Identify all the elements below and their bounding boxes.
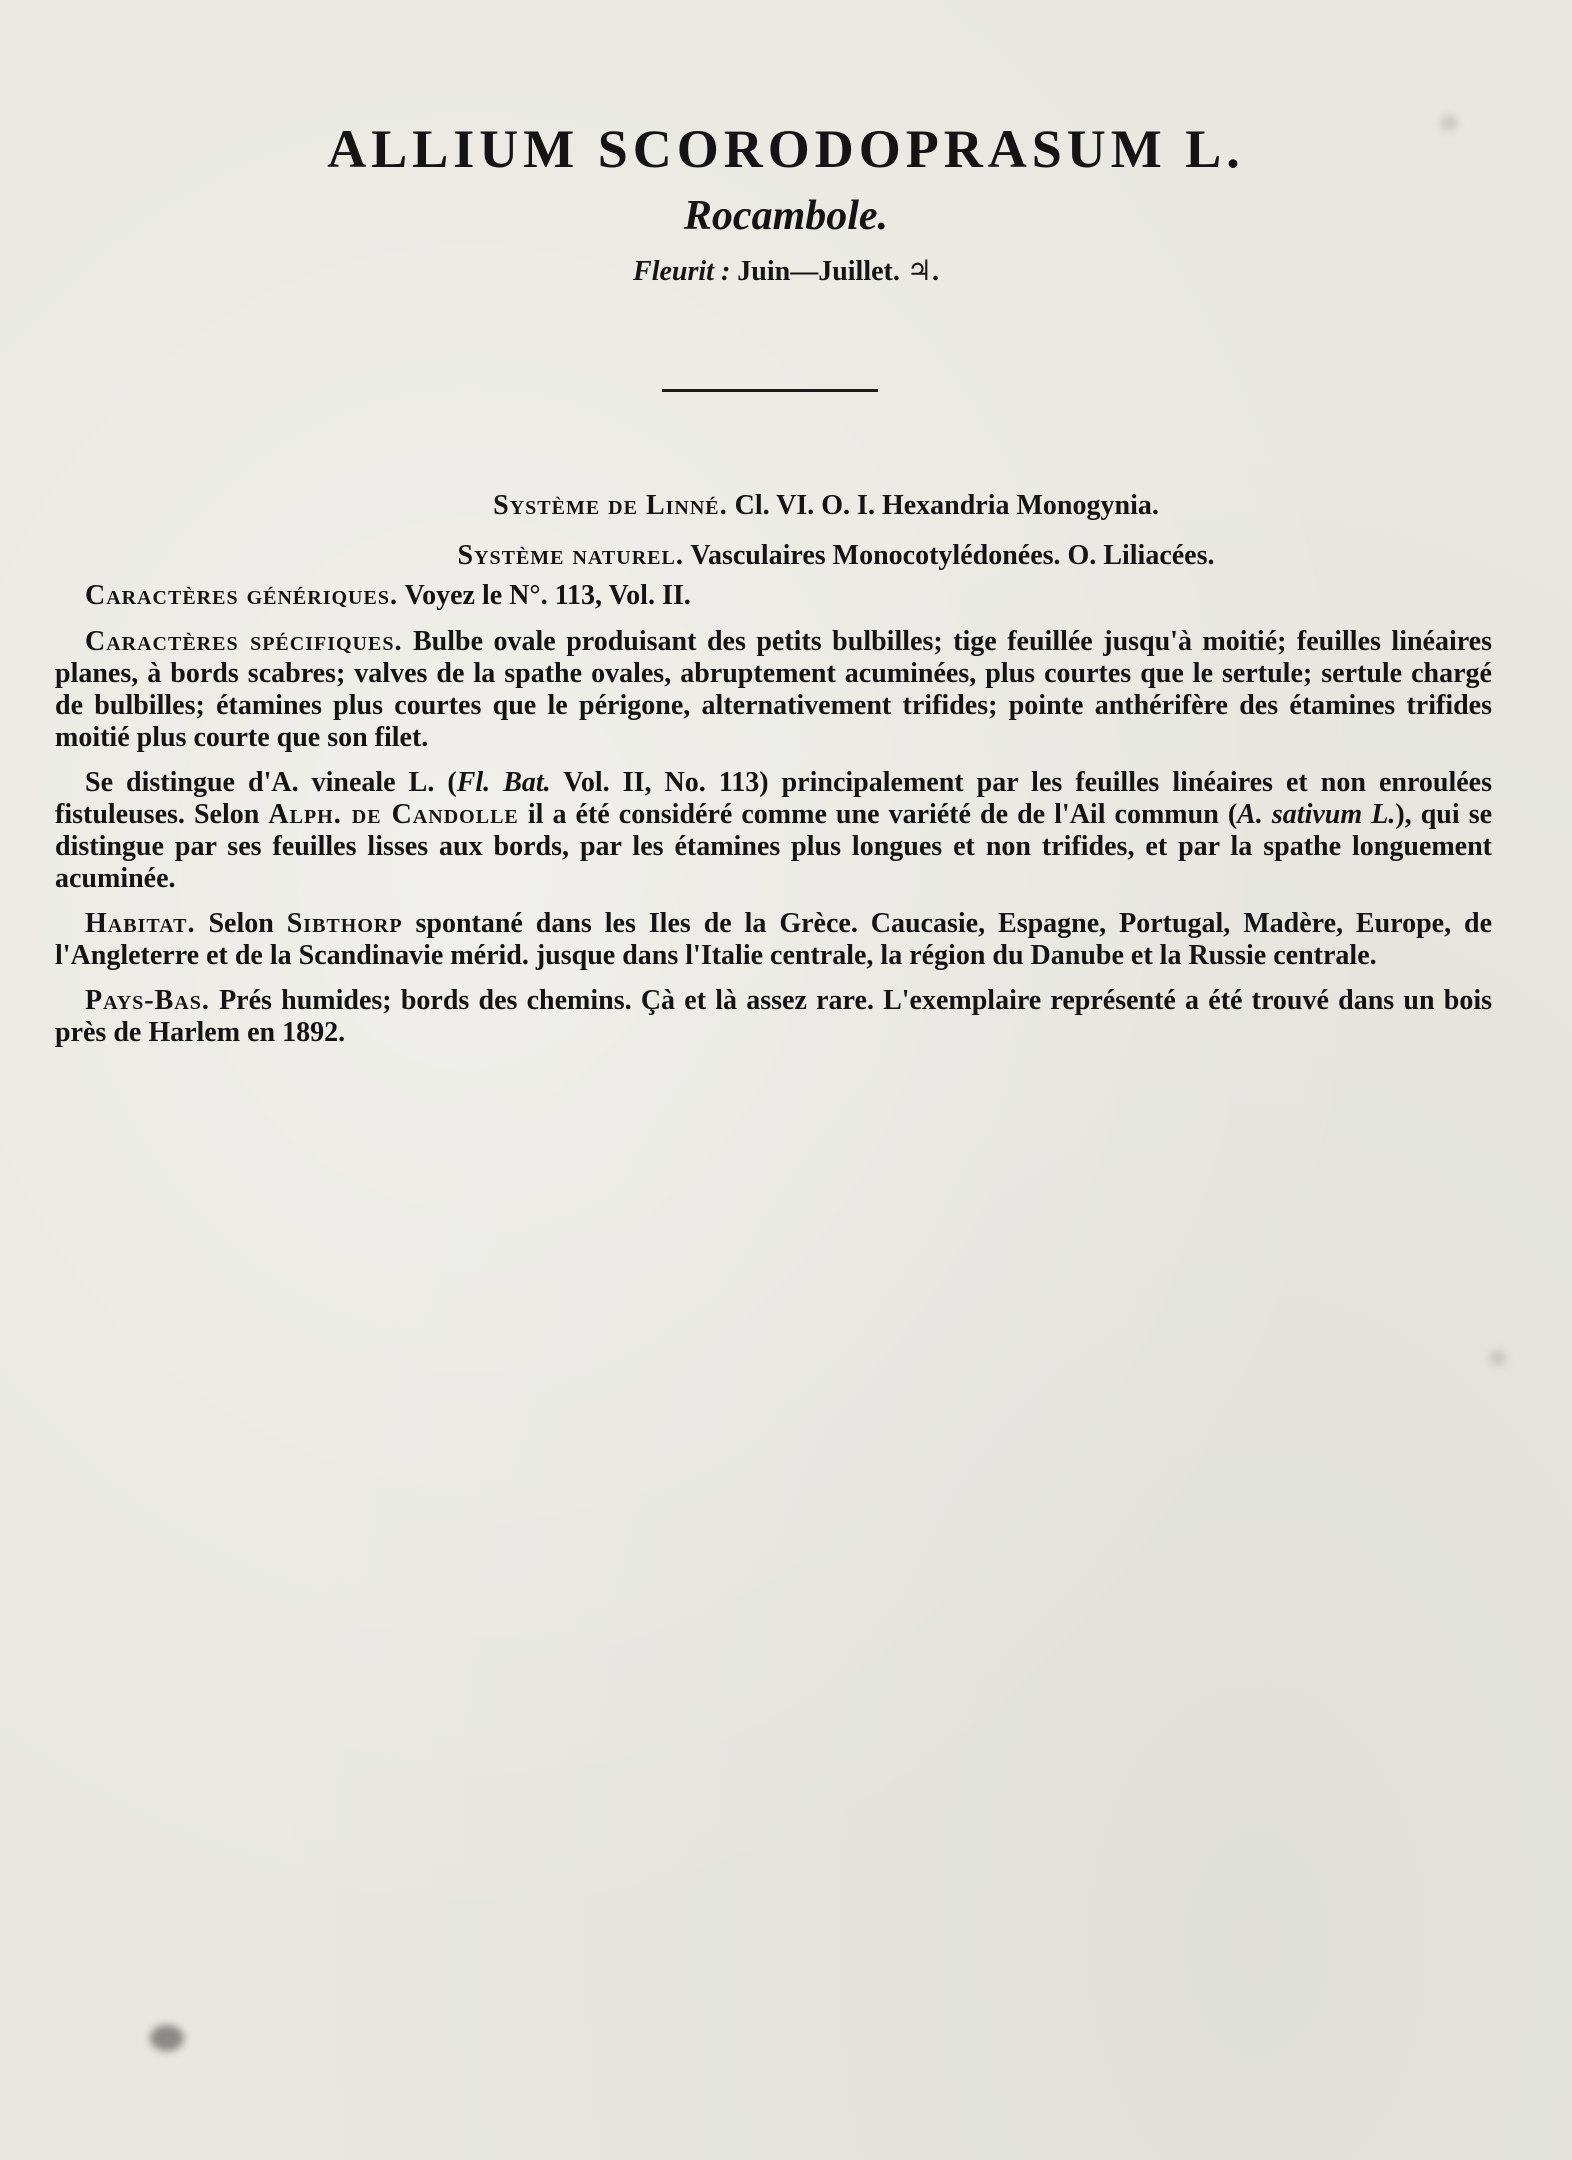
specific-characters	[55, 626, 1492, 754]
generic-characters	[55, 580, 1492, 612]
habitat-label: Habitat.	[85, 908, 196, 939]
distinction-reference: Fl. Bat.	[456, 767, 551, 798]
paper-stain	[150, 2025, 184, 2051]
naturel-label: Système naturel.	[457, 540, 684, 571]
habitat-paragraph	[55, 908, 1492, 972]
specific-text: Bulbe ovale produisant des petits bulbilles; tige feuillée jusqu'à moitié; feuilles linéaires planes, à bords scabres; valves de la spathe ovales, abruptement acuminées, plus courtes que le sertule; sertule chargé de bulbilles; étamines plus courtes que le périgone, alternativement trifides; pointe anthérifère des étamines trifides moitié plus courte que son filet.	[55, 626, 1493, 753]
generic-label: Caractères génériques.	[85, 580, 398, 611]
specific-label: Caractères spécifiques.	[85, 626, 403, 657]
flowering-value: Juin—Juillet. ♃.	[737, 256, 939, 287]
flowering-period	[0, 254, 1572, 288]
paysbas-label: Pays-Bas.	[85, 985, 210, 1016]
distinction-text-3: il a été considéré comme une variété de de l'Ail commun (	[527, 799, 1238, 830]
flowering-label: Fleurit :	[633, 256, 731, 287]
linne-text: Cl. VI. O. I. Hexandria Monogynia.	[734, 490, 1159, 521]
paysbas-text: Prés humides; bords des chemins. Çà et là assez rare. L'exemplaire représenté a été trouvé dans un bois près de Harlem en 1892.	[55, 985, 1492, 1048]
paper-stain	[1490, 1350, 1506, 1366]
distinction-text-1: Se distingue d'A. vineale L. (	[85, 767, 457, 798]
distinction-author: Alph. de Candolle	[268, 799, 519, 830]
common-name: Rocambole.	[683, 193, 889, 239]
naturel-text: Vasculaires Monocotylédonées. O. Liliacées.	[690, 540, 1215, 571]
distinction-text-4: ), qui se distingue par ses feuilles lisses aux bords, par les étamines plus longues et non trifides, et par la spathe longuement acuminée.	[55, 799, 1493, 894]
linne-label: Système de Linné.	[493, 490, 728, 521]
linne-system	[40, 490, 1572, 522]
distinction-paragraph	[55, 767, 1492, 895]
generic-text: Voyez le N°. 113, Vol. II.	[404, 580, 691, 611]
natural-system	[50, 540, 1572, 572]
habitat-text-2: spontané dans les Iles de la Grèce. Caucasie, Espagne, Portugal, Madère, Europe, de l'Angleterre et de la Scandinavie mérid. jusque dans l'Italie centrale, la région du Danube et la Russie centrale.	[55, 908, 1493, 971]
habitat-author: Sibthorp	[286, 908, 403, 939]
habitat-text-1: Selon	[208, 908, 274, 939]
distinction-species: A. sativum L.	[1237, 799, 1396, 830]
paysbas-paragraph	[55, 985, 1492, 1049]
description-body	[55, 580, 1492, 1062]
species-title: ALLIUM SCORODOPRASUM L.	[327, 119, 1245, 179]
title-divider	[662, 389, 878, 392]
distinction-text-2: Vol. II, No. 113) principalement par les feuilles linéaires et non enroulées fistuleuses. Selon	[55, 767, 1492, 830]
